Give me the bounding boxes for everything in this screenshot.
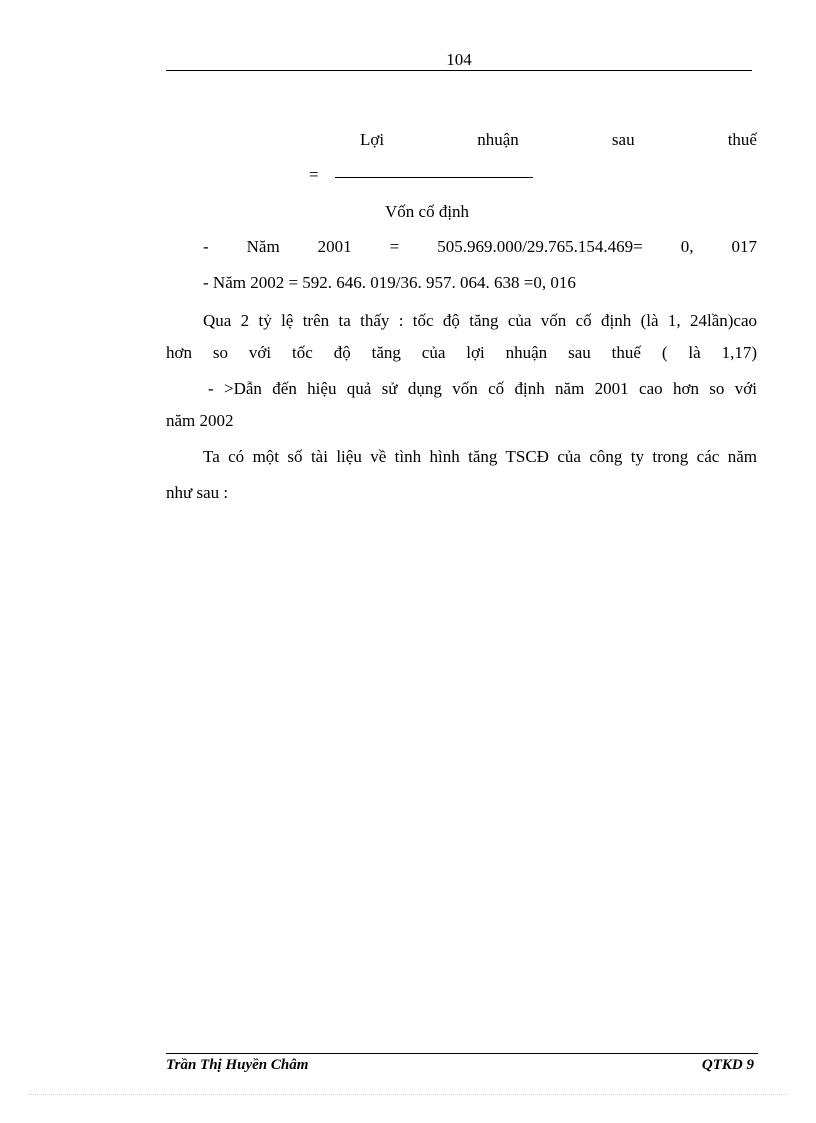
footer-author: Trần Thị Huyền Châm (166, 1057, 309, 1073)
formula-word: thuế (727, 130, 757, 149)
formula-word: sau (611, 130, 635, 149)
paragraph-1-line-2: hơn so với tốc độ tăng của lợi nhuận sau thuế ( là 1,17) (166, 343, 757, 362)
formula-fraction-bar (335, 177, 533, 178)
paragraph-2-line-2: năm 2002 (166, 411, 234, 430)
header-rule (166, 70, 752, 71)
formula-word: Lợi (360, 130, 385, 149)
page-bottom-edge (28, 1094, 788, 1095)
formula-denominator: Vốn cố định (385, 202, 470, 221)
calc-2001-line (203, 236, 757, 258)
formula-equals: = (309, 165, 319, 184)
footer-rule (166, 1053, 758, 1054)
paragraph-3-line-1: Ta có một số tài liệu về tình hình tăng TSCĐ của công ty trong các năm (203, 447, 757, 466)
calc-year: 2001 (317, 237, 352, 256)
calc-dash: - (203, 237, 209, 256)
calc-expression: 505.969.000/29.765.154.469= (437, 237, 643, 256)
calc-equals: = (389, 237, 400, 256)
paragraph-1-line-1: Qua 2 tỷ lệ trên ta thấy : tốc độ tăng của vốn cố định (là 1, 24lần)cao (203, 311, 757, 330)
calc-year-label: Năm (246, 237, 280, 256)
page-number: 104 (446, 50, 472, 69)
calc-2002-line: - Năm 2002 = 592. 646. 019/36. 957. 064. 638 =0, 016 (203, 273, 576, 292)
formula-word: nhuận (477, 130, 519, 149)
calc-result-dec: 017 (731, 237, 757, 256)
paragraph-3-line-2: như sau : (166, 483, 229, 502)
footer-class-code: QTKD 9 (701, 1057, 754, 1073)
calc-result-int: 0, (680, 237, 694, 256)
formula-numerator (360, 130, 757, 150)
paragraph-2-line-1: - >Dẫn đến hiệu quả sử dụng vốn cố định năm 2001 cao hơn so với (208, 379, 757, 398)
